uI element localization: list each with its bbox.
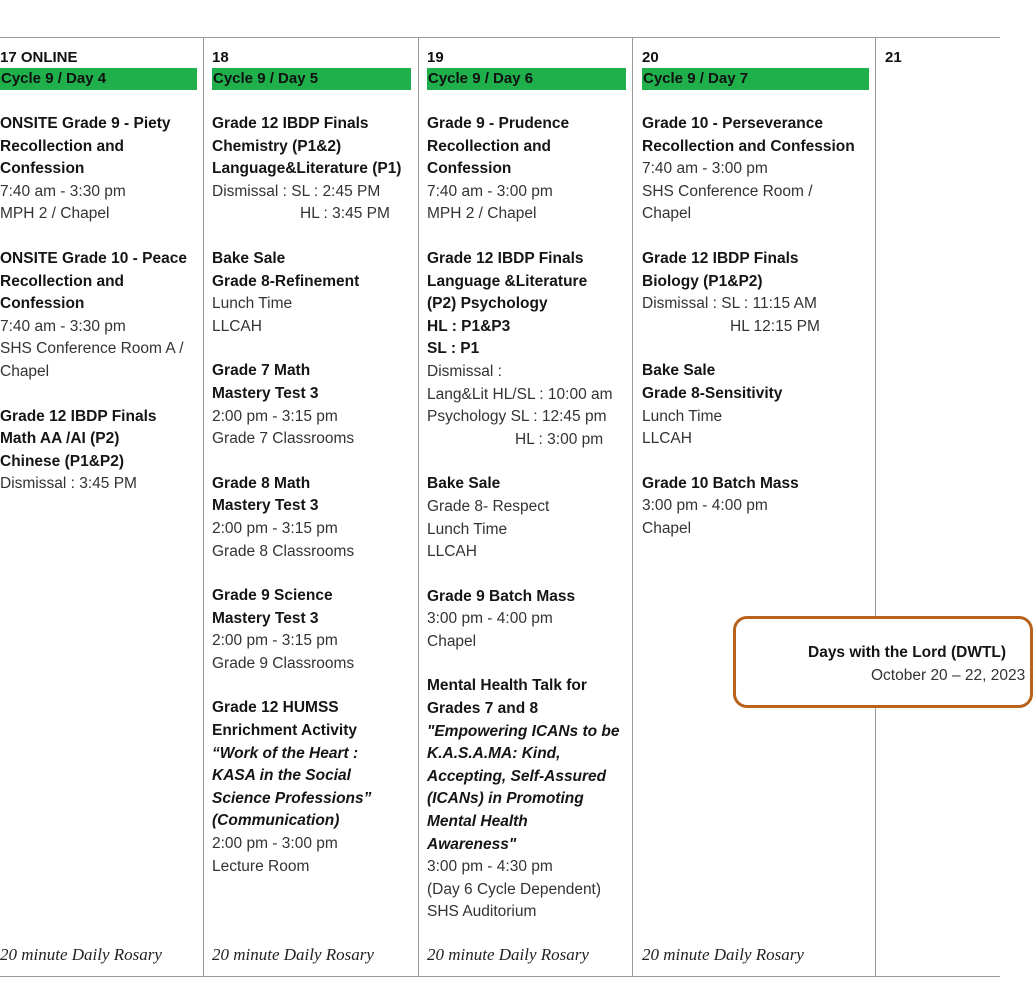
event-line: Awareness" xyxy=(427,835,517,853)
daily-rosary-note: 20 minute Daily Rosary xyxy=(642,945,804,964)
event-line: 7:40 am - 3:00 pm xyxy=(642,160,768,178)
event-line: 3:00 pm - 4:00 pm xyxy=(427,610,553,628)
event-line: Chinese (P1&P2) xyxy=(0,452,125,470)
calendar-event xyxy=(427,675,626,924)
cycle-day-banner: Cycle 9 / Day 4 xyxy=(0,68,197,90)
calendar-event xyxy=(212,473,411,563)
calendar-event xyxy=(427,113,626,226)
event-line: Grade 12 IBDP Finals xyxy=(642,249,799,267)
event-line: Grade 8-Refinement xyxy=(212,272,360,290)
event-line: Mental Health Talk for xyxy=(427,677,587,695)
event-line: ONSITE Grade 9 - Piety xyxy=(0,115,171,132)
calendar-event xyxy=(0,248,197,384)
event-line: ONSITE Grade 10 - Peace xyxy=(0,249,187,267)
event-line: HL : 3:00 pm xyxy=(515,430,604,448)
calendar-event xyxy=(642,473,869,541)
grid-divider xyxy=(203,37,204,977)
calendar-week xyxy=(0,37,1000,977)
event-line: Confession xyxy=(0,160,85,178)
calendar-event xyxy=(212,697,411,878)
calendar-event xyxy=(212,360,411,450)
event-line: 2:00 pm - 3:00 pm xyxy=(212,835,338,853)
event-line: Grade 12 IBDP Finals xyxy=(427,249,584,267)
calendar-event xyxy=(642,113,869,226)
event-line: Recollection and xyxy=(0,137,125,155)
calendar-event xyxy=(427,586,626,654)
event-line: Dismissal : SL : 2:45 PM xyxy=(212,182,381,200)
event-list xyxy=(0,113,197,496)
event-line: Grade 8-Sensitivity xyxy=(642,384,783,402)
event-line: Chapel xyxy=(642,205,692,223)
event-line: (Day 6 Cycle Dependent) xyxy=(427,880,602,898)
calendar-event xyxy=(427,473,626,563)
event-line: 2:00 pm - 3:15 pm xyxy=(212,632,338,650)
event-line: Confession xyxy=(427,160,512,178)
event-line: Mental Health xyxy=(427,813,528,831)
event-line: 7:40 am - 3:30 pm xyxy=(0,317,126,335)
day-number: 19 xyxy=(427,49,444,66)
calendar-event xyxy=(212,248,411,338)
event-line: Grade 12 IBDP Finals xyxy=(212,115,369,132)
event-line: Chapel xyxy=(0,362,50,380)
day-number: 17 ONLINE xyxy=(0,49,78,66)
event-line: HL 12:15 PM xyxy=(730,317,820,335)
grid-divider xyxy=(875,37,876,977)
event-line: Grade 9 - Prudence xyxy=(427,115,570,132)
event-line: Enrichment Activity xyxy=(212,722,357,740)
day-column-17 xyxy=(0,37,197,977)
event-line: Dismissal : xyxy=(427,362,502,380)
event-line: Science Professions” xyxy=(212,789,372,807)
event-line: Grade 10 Batch Mass xyxy=(642,474,799,492)
event-line: SHS Auditorium xyxy=(427,903,537,921)
event-line: Grades 7 and 8 xyxy=(427,700,539,718)
event-line: 7:40 am - 3:30 pm xyxy=(0,182,126,200)
cycle-day-banner: Cycle 9 / Day 5 xyxy=(212,68,411,90)
event-line: Mastery Test 3 xyxy=(212,497,319,515)
daily-rosary-note: 20 minute Daily Rosary xyxy=(0,945,162,964)
calendar-event xyxy=(427,248,626,451)
dwtl-event-box xyxy=(733,616,1033,708)
event-line: Confession xyxy=(0,295,85,313)
calendar-event xyxy=(0,406,197,496)
event-line: Lunch Time xyxy=(212,295,293,313)
dwtl-title: Days with the Lord (DWTL) xyxy=(808,644,1007,661)
event-line: Grade 7 Classrooms xyxy=(212,430,355,448)
event-line: 3:00 pm - 4:30 pm xyxy=(427,858,553,876)
event-line: HL : P1&P3 xyxy=(427,317,511,335)
calendar-event xyxy=(212,585,411,675)
event-line: MPH 2 / Chapel xyxy=(427,205,537,223)
event-line: Bake Sale xyxy=(212,249,286,267)
event-line: (ICANs) in Promoting xyxy=(427,790,584,808)
grid-divider xyxy=(418,37,419,977)
event-line: Grade 9 Science xyxy=(212,587,333,605)
event-line: Mastery Test 3 xyxy=(212,609,319,627)
dwtl-dates: October 20 – 22, 2023 xyxy=(871,667,1026,684)
event-line: Recollection and xyxy=(0,272,125,290)
event-line: HL : 3:45 PM xyxy=(300,205,390,223)
event-line: Grade 12 HUMSS xyxy=(212,699,339,717)
event-line: LLCAH xyxy=(427,543,477,561)
event-list xyxy=(427,113,626,924)
day-number: 21 xyxy=(885,49,902,66)
event-line: Bake Sale xyxy=(642,362,716,380)
event-line: 2:00 pm - 3:15 pm xyxy=(212,407,338,425)
event-line: Grade 8 Math xyxy=(212,474,311,492)
day-number: 20 xyxy=(642,49,659,66)
event-line: LLCAH xyxy=(212,317,262,335)
event-line: Lunch Time xyxy=(642,407,723,425)
event-line: Lunch Time xyxy=(427,520,508,538)
event-line: SHS Conference Room / xyxy=(642,182,813,200)
grid-divider xyxy=(632,37,633,977)
event-line: MPH 2 / Chapel xyxy=(0,205,110,223)
event-line: SHS Conference Room A / xyxy=(0,340,184,358)
day-column-18 xyxy=(212,37,411,977)
event-line: Grade 9 Classrooms xyxy=(212,654,355,672)
day-column-20 xyxy=(642,37,869,977)
event-list xyxy=(642,113,869,541)
calendar-event xyxy=(212,113,411,226)
event-line: (P2) Psychology xyxy=(427,295,548,313)
event-line: (Communication) xyxy=(212,812,340,830)
event-line: Mastery Test 3 xyxy=(212,384,319,402)
event-line: 3:00 pm - 4:00 pm xyxy=(642,497,768,515)
event-line: Lecture Room xyxy=(212,857,310,875)
event-line: 2:00 pm - 3:15 pm xyxy=(212,519,338,537)
calendar-event xyxy=(0,113,197,226)
event-line: Grade 12 IBDP Finals xyxy=(0,407,157,425)
event-line: Recollection and xyxy=(427,137,552,155)
event-list xyxy=(212,113,411,878)
event-line: KASA in the Social xyxy=(212,767,351,785)
event-line: Language&Literature (P1) xyxy=(212,160,402,178)
event-line: Chapel xyxy=(427,632,477,650)
event-line: Language &Literature xyxy=(427,272,588,290)
event-line: Math AA /AI (P2) xyxy=(0,430,120,448)
event-line: LLCAH xyxy=(642,430,692,448)
event-line: Psychology SL : 12:45 pm xyxy=(427,408,607,426)
event-line: Grade 9 Batch Mass xyxy=(427,587,576,605)
event-line: Bake Sale xyxy=(427,475,501,493)
calendar-event xyxy=(642,248,869,338)
daily-rosary-note: 20 minute Daily Rosary xyxy=(212,945,374,964)
event-line: Chemistry (P1&2) xyxy=(212,137,342,155)
event-line: Grade 8 Classrooms xyxy=(212,542,355,560)
event-line: Chapel xyxy=(642,519,692,537)
event-line: Dismissal : 3:45 PM xyxy=(0,475,137,493)
day-number: 18 xyxy=(212,49,229,66)
event-line: Accepting, Self-Assured xyxy=(427,767,607,785)
event-line: Grade 8- Respect xyxy=(427,497,550,515)
event-line: “Work of the Heart : xyxy=(212,744,359,762)
event-line: Grade 10 - Perseverance xyxy=(642,115,823,132)
event-line: K.A.S.A.MA: Kind, xyxy=(427,745,561,763)
event-line: Biology (P1&P2) xyxy=(642,272,763,290)
event-line: Grade 7 Math xyxy=(212,362,311,380)
day-column-21 xyxy=(885,37,1000,977)
event-line: SL : P1 xyxy=(427,340,480,358)
event-line: 7:40 am - 3:00 pm xyxy=(427,182,553,200)
calendar-event xyxy=(642,360,869,450)
event-line: Recollection and Confession xyxy=(642,137,855,155)
daily-rosary-note: 20 minute Daily Rosary xyxy=(427,945,589,964)
event-line: Lang&Lit HL/SL : 10:00 am xyxy=(427,385,613,403)
event-line: "Empowering ICANs to be xyxy=(427,722,620,740)
cycle-day-banner: Cycle 9 / Day 7 xyxy=(642,68,869,90)
event-line: Dismissal : SL : 11:15 AM xyxy=(642,295,817,313)
day-column-19 xyxy=(427,37,626,977)
cycle-day-banner: Cycle 9 / Day 6 xyxy=(427,68,626,90)
